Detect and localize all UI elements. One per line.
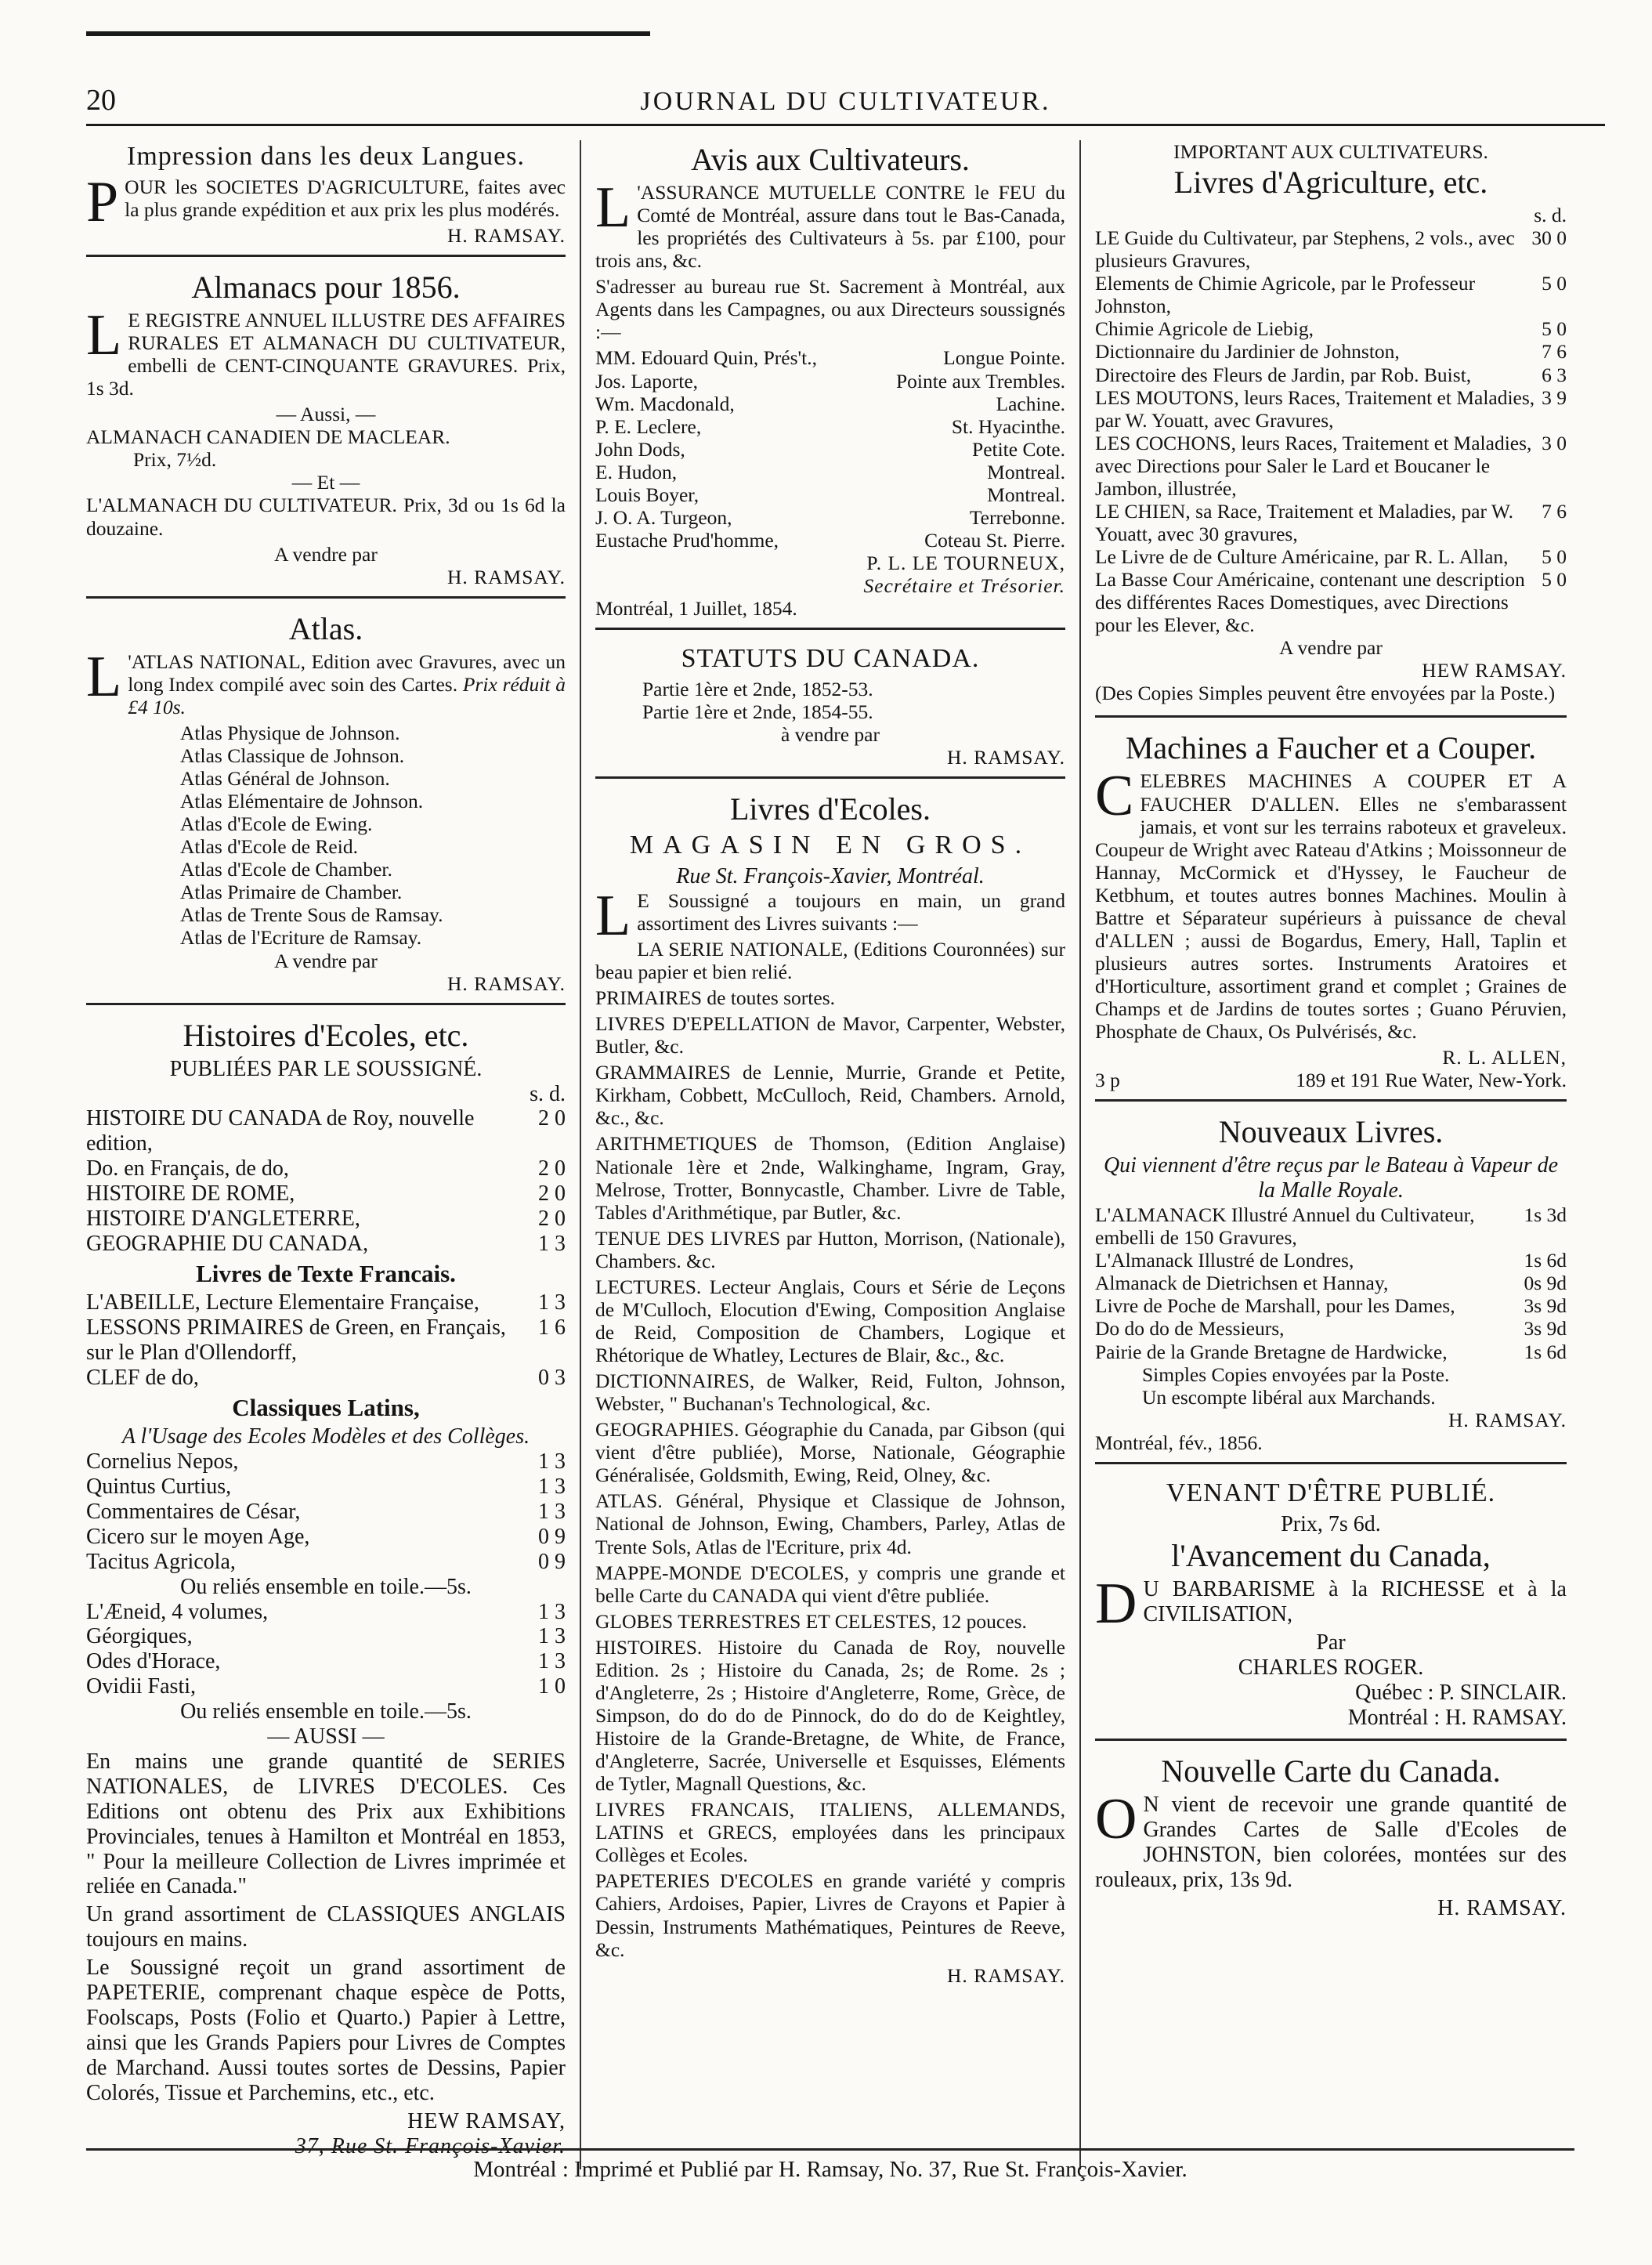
item-title: LES COCHONS, leurs Races, Traitement et Maladies, avec Directions pour Saler le Lard et Boucaner le Jambon, illustrée,	[1095, 431, 1532, 500]
drop-cap: L	[595, 883, 631, 948]
venant-montreal: Montréal : H. RAMSAY.	[1347, 1706, 1567, 1730]
item-title: Cicero sur le moyen Age,	[86, 1524, 310, 1549]
price-row	[86, 1674, 566, 1699]
statuts-title: STATUTS DU CANADA.	[681, 644, 980, 674]
item-title: L'Almanack Illustré de Londres,	[1095, 1249, 1354, 1272]
machines-title: Machines a Faucher et a Couper.	[1125, 730, 1537, 766]
list-item: ARITHMETIQUES de Thomson, (Edition Anglaise) Nationale 1ère et 2nde, Walkinghame, Ingram, Gray, Melrose, Trotter, Bonnycastle, Chamber. Livre de Table, Tables d'Arithmétique, par Butler, &c.	[595, 1132, 1065, 1224]
list-item: HISTOIRES. Histoire du Canada de Roy, nouvelle Edition. 2s ; Histoire du Canada, 2s; de Rome. 2s ; d'Angleterre, 2s ; Histoire d'Angleterre, Rome, Grèce, de Simpson, do do do de Pinnock, do do do de Keightley, Histoire de la Grande-Bretagne, de White, de France, d'Angleterre, Sacrée, Universelle et Esquisses, Eléments de Tytler, Magnall Questions, &c.	[595, 1635, 1065, 1796]
section-venant	[1095, 1478, 1567, 1741]
section-nouveaux-livres	[1095, 1116, 1567, 1464]
price-row	[1095, 1341, 1567, 1363]
list-item: PAPETERIES D'ECOLES en grande variété y compris Cahiers, Ardoises, Papier, Livres de Crayons et Papier à Dessin, Instruments Mathématiques, Peintures de Reeve, &c.	[595, 1869, 1065, 1961]
item-title: Le Livre de de Culture Américaine, par R. L. Allan,	[1095, 545, 1509, 568]
avis-date: Montréal, 1 Juillet, 1854.	[595, 597, 797, 621]
list-item	[595, 415, 1065, 438]
ad-code: 3 p	[1095, 1069, 1120, 1092]
item-title: L'ABEILLE, Lecture Elementaire Française,	[86, 1290, 479, 1315]
item-title: HISTOIRE DU CANADA de Roy, nouvelle edition,	[86, 1106, 475, 1156]
item-title: CLEF de do,	[86, 1365, 199, 1390]
machines-address-row	[1095, 1069, 1567, 1091]
classiques-subtitle: A l'Usage des Ecoles Modèles et des Collèges.	[121, 1424, 530, 1449]
top-rule	[86, 31, 650, 36]
list-item	[595, 346, 1065, 369]
statuts-line: Partie 1ère et 2nde, 1852-53.	[642, 677, 873, 700]
item-price: 5 0	[1542, 272, 1567, 295]
avis-title: Avis aux Cultivateurs.	[691, 142, 970, 177]
texte-title: Livres de Texte Francais.	[196, 1259, 456, 1287]
item-price: 5 0	[1542, 545, 1567, 568]
list-item: LIVRES FRANCAIS, ITALIENS, ALLEMANDS, LATINS et GRECS, employées dans les principaux Collèges et Ecoles.	[595, 1798, 1065, 1867]
item-price: 1 3	[538, 1599, 566, 1624]
price-row	[86, 1550, 566, 1575]
item-price: 1 0	[538, 1674, 566, 1699]
item-title: Tacitus Agricola,	[86, 1549, 236, 1574]
list-item	[595, 438, 1065, 461]
price-row	[86, 1649, 566, 1674]
item-title: Almanack de Dietrichsen et Hannay,	[1095, 1272, 1389, 1295]
section-impression	[86, 142, 566, 257]
vendre-label: à vendre par	[780, 723, 880, 747]
relies-note: Ou reliés ensemble en toile.—5s.	[180, 1699, 472, 1724]
list-item: MAPPE-MONDE D'ECOLES, y compris une grande et belle Carte du CANADA qui vient d'être publiée.	[595, 1561, 1065, 1607]
papeterie-text: Le Soussigné reçoit un grand assortiment de PAPETERIE, comprenant chaque espèce de Potts, Foolscaps, Posts (Folio et Quarto.) Papier à Lettre, ainsi que les Grands Papiers pour Livres de Comptes de Marchand. Aussi toutes sortes de Dessins, Papier Colorés, Tissue et Parchemins, etc., etc.	[86, 1956, 566, 2105]
item-title: LESSONS PRIMAIRES de Green, en Français, sur le Plan d'Ollendorff,	[86, 1315, 506, 1366]
avis-text-2: S'adresser au bureau rue St. Sacrement à Montréal, aux Agents dans les Campagnes, ou aux Directeurs soussignés :—	[595, 275, 1065, 344]
list-item: Atlas Général de Johnson.	[180, 767, 390, 790]
price-row	[1095, 340, 1567, 363]
signature: H. RAMSAY.	[446, 223, 566, 247]
nouveaux-date: Montréal, fév., 1856.	[1095, 1431, 1263, 1454]
item-title: La Basse Cour Américaine, contenant une description des différentes Races Domestiques, avec Directions pour les Elever, &c.	[1095, 568, 1525, 637]
item-price: 1s 3d	[1524, 1203, 1567, 1227]
drop-cap: L	[595, 175, 631, 240]
price-row	[1095, 272, 1567, 317]
section-atlas	[86, 610, 566, 1005]
drop-cap: C	[1095, 764, 1134, 829]
item-title: L'ALMANACK Illustré Annuel du Cultivateur, embelli de 150 Gravures,	[1095, 1203, 1475, 1250]
signature: HEW RAMSAY,	[407, 2108, 566, 2133]
list-item: Atlas Physique de Johnson.	[180, 721, 400, 744]
director-name: P. E. Leclere,	[595, 414, 702, 438]
item-title: Odes d'Horace,	[86, 1649, 221, 1674]
item-price: 2 0	[538, 1106, 566, 1131]
list-item: GLOBES TERRESTRES ET CELESTES, 12 pouces.	[595, 1609, 1027, 1633]
livres-note: (Des Copies Simples peuvent être envoyées par la Poste.)	[1095, 682, 1556, 705]
nouveaux-subtitle: Qui viennent d'être reçus par le Bateau à Vapeur de la Malle Royale.	[1103, 1153, 1559, 1203]
price-header: s. d.	[530, 1081, 566, 1106]
list-item: GRAMMAIRES de Lennie, Murrie, Grande et Petite, Kirkham, Cobbett, McCulloch, Reid, Chambers. Arnold, &c., &c.	[595, 1061, 1065, 1130]
signature: H. RAMSAY.	[1437, 1895, 1567, 1920]
item-price: 5 0	[1542, 568, 1567, 592]
item-price: 3s 9d	[1524, 1317, 1567, 1341]
item-price: 0 3	[538, 1365, 566, 1390]
vendre-label: A vendre par	[1279, 636, 1383, 660]
item-title: HISTOIRE DE ROME,	[86, 1181, 295, 1207]
price-row	[86, 1366, 566, 1391]
item-title: Pairie de la Grande Bretagne de Hardwicke,	[1095, 1340, 1448, 1363]
ecoles-subtitle: MAGASIN EN GROS.	[629, 830, 1032, 860]
item-price: 1 3	[538, 1474, 566, 1499]
ecoles-title: Livres d'Ecoles.	[729, 791, 931, 827]
price-row	[1095, 1272, 1567, 1294]
director-location: Montreal.	[987, 460, 1065, 483]
item-price: 2 0	[538, 1207, 566, 1232]
item-price: 1 3	[538, 1231, 566, 1256]
classiques-text: Un grand assortiment de CLASSIQUES ANGLAIS toujours en mains.	[86, 1902, 566, 1952]
imprint-footer: Montréal : Imprimé et Publié par H. Ramsay, No. 37, Rue St. François-Xavier.	[86, 2148, 1574, 2183]
director-name: Wm. Macdonald,	[595, 392, 735, 415]
item-price: 1 3	[538, 1624, 566, 1649]
item-title: Do do do de Messieurs,	[1095, 1317, 1285, 1341]
director-name: Jos. Laporte,	[595, 369, 699, 393]
journal-title: JOURNAL DU CULTIVATEUR.	[640, 87, 1051, 116]
director-location: Petite Cote.	[972, 437, 1065, 461]
directeurs-list	[595, 346, 1065, 552]
item-price: 1 3	[538, 1449, 566, 1474]
price-row	[1095, 1203, 1567, 1249]
list-item	[595, 461, 1065, 483]
item-price: 5 0	[1542, 317, 1567, 341]
price-row	[86, 1315, 566, 1366]
director-location: Montreal.	[987, 483, 1065, 506]
atlas-title: Atlas.	[288, 610, 363, 646]
drop-cap: L	[86, 302, 122, 367]
list-item: Atlas Primaire de Chamber.	[180, 881, 403, 904]
price-row	[86, 1290, 566, 1315]
signature: R. L. ALLEN,	[1442, 1046, 1567, 1069]
director-name: Louis Boyer,	[595, 483, 699, 506]
price-row	[86, 1181, 566, 1207]
director-name: E. Hudon,	[595, 460, 678, 483]
item-price: 1 6	[538, 1315, 566, 1341]
section-livres-ecoles	[595, 793, 1065, 1987]
venant-author: CHARLES ROGER.	[1238, 1655, 1424, 1681]
price-row	[1095, 1249, 1567, 1272]
atlas-text: 'ATLAS NATIONAL, Edition avec Gravures, avec un long Index compilé avec soin des Cartes.	[128, 649, 566, 696]
price-row	[86, 1207, 566, 1232]
item-price: 1 3	[538, 1499, 566, 1524]
list-item: Atlas d'Ecole de Ewing.	[180, 812, 373, 836]
list-item: GEOGRAPHIES. Géographie du Canada, par Gibson (qui vient d'être publiée), Morse, Nationale, Géographie Généralisée, Goldsmith, Ewing, Reid, Olney, &c.	[595, 1418, 1065, 1487]
price-row	[1095, 500, 1567, 545]
list-item	[595, 370, 1065, 393]
signature-title: Secrétaire et Trésorier.	[863, 574, 1065, 598]
price-row	[86, 1156, 566, 1181]
section-carte	[1095, 1755, 1567, 1921]
carte-title: Nouvelle Carte du Canada.	[1161, 1753, 1501, 1789]
item-title: L'Æneid, 4 volumes,	[86, 1599, 269, 1624]
list-item: LA SERIE NATIONALE, (Editions Couronnées) sur beau papier et bien relié.	[595, 937, 1065, 984]
venant-par: Par	[1316, 1630, 1346, 1655]
list-item: PRIMAIRES de toutes sortes.	[595, 986, 835, 1010]
director-location: Terrebonne.	[969, 505, 1065, 529]
director-name: Eustache Prud'homme,	[595, 528, 779, 552]
nouveaux-note: Un escompte libéral aux Marchands.	[1142, 1385, 1436, 1409]
price-row	[86, 1525, 566, 1550]
list-item: Atlas de Trente Sous de Ramsay.	[180, 903, 443, 927]
price-row	[1095, 386, 1567, 432]
list-item	[595, 529, 1065, 552]
section-livres-agriculture	[1095, 140, 1567, 718]
price-header: s. d.	[1534, 204, 1567, 227]
drop-cap: P	[86, 169, 119, 234]
director-location: Coteau St. Pierre.	[924, 528, 1065, 552]
item-price: 1 3	[538, 1290, 566, 1315]
item-price: 0 9	[538, 1549, 566, 1574]
nouveaux-title: Nouveaux Livres.	[1218, 1114, 1444, 1150]
nouveaux-note: Simples Copies envoyées par la Poste.	[1142, 1362, 1450, 1386]
drop-cap: L	[86, 644, 122, 709]
address: 189 et 191 Rue Water, New-York.	[1296, 1069, 1567, 1092]
list-item	[595, 483, 1065, 506]
list-item: Atlas de l'Ecriture de Ramsay.	[180, 926, 422, 950]
histoires-subtitle: PUBLIÉES PAR LE SOUSSIGNÉ.	[169, 1056, 483, 1081]
item-price: 7 6	[1542, 499, 1567, 523]
venant-quebec: Québec : P. SINCLAIR.	[1355, 1681, 1567, 1706]
column-3	[1081, 140, 1567, 2169]
signature: H. RAMSAY.	[1448, 1408, 1567, 1431]
almanach-prix: Prix, 7½d.	[133, 448, 217, 472]
list-item: LIVRES D'EPELLATION de Mavor, Carpenter, Webster, Butler, &c.	[595, 1012, 1065, 1058]
section-almanacs	[86, 271, 566, 599]
almanacs-text: E REGISTRE ANNUEL ILLUSTRE DES AFFAIRES RURALES ET ALMANACH DU CULTIVATEUR, embelli de CENT-CINQUANTE GRAVURES. Prix, 1s 3d.	[86, 308, 566, 400]
list-item: Atlas d'Ecole de Chamber.	[180, 858, 392, 881]
item-title: LE CHIEN, sa Race, Traitement et Maladies, par W. Youatt, avec 30 gravures,	[1095, 499, 1513, 545]
price-row	[1095, 364, 1567, 386]
atlas-prix: Prix réduit à £4 10s.	[128, 672, 566, 718]
ecoles-address: Rue St. François-Xavier, Montréal.	[676, 863, 985, 888]
list-item	[595, 393, 1065, 415]
carte-text: N vient de recevoir une grande quantité de Grandes Cartes de Salle d'Ecoles de JOHNSTON, bien colorées, montées sur des rouleaux, prix, 13s 9d.	[1095, 1792, 1567, 1892]
price-row	[86, 1449, 566, 1474]
director-location: St. Hyacinthe.	[951, 414, 1065, 438]
venant-title: VENANT D'ÊTRE PUBLIÉ.	[1166, 1478, 1496, 1507]
item-title: Commentaires de César,	[86, 1499, 301, 1524]
list-item: DICTIONNAIRES, de Walker, Reid, Fulton, Johnson, Webster, " Buchanan's Technological, &c.	[595, 1369, 1065, 1416]
columns	[86, 140, 1605, 2169]
ecoles-intro: E Soussigné a toujours en main, un grand assortiment des Livres suivants :—	[637, 888, 1065, 935]
item-title: Directoire des Fleurs de Jardin, par Rob. Buist,	[1095, 363, 1472, 386]
price-row	[86, 1624, 566, 1649]
item-price: 3 9	[1542, 385, 1567, 409]
classiques-title: Classiques Latins,	[232, 1393, 420, 1421]
almanacs-title: Almanacs pour 1856.	[191, 269, 461, 305]
item-price: 30 0	[1531, 226, 1567, 250]
address: 37, Rue St. François-Xavier.	[295, 2133, 566, 2158]
section-statuts	[595, 644, 1065, 779]
price-row	[1095, 1294, 1567, 1317]
drop-cap: O	[1095, 1786, 1137, 1851]
price-row	[86, 1232, 566, 1257]
item-title: GEOGRAPHIE DU CANADA,	[86, 1231, 369, 1256]
item-title: Cornelius Nepos,	[86, 1449, 239, 1474]
item-price: 2 0	[538, 1181, 566, 1207]
price-row	[1095, 226, 1567, 272]
list-item: Atlas Classique de Johnson.	[180, 744, 405, 767]
signature: H. RAMSAY.	[946, 1963, 1065, 1987]
price-row	[86, 1600, 566, 1625]
item-title: Géorgiques,	[86, 1624, 193, 1649]
almanach-canadien: ALMANACH CANADIEN DE MACLEAR.	[86, 425, 450, 449]
signature: HEW RAMSAY.	[1422, 659, 1567, 682]
item-price: 2 0	[538, 1156, 566, 1181]
item-price: 1s 6d	[1524, 1249, 1567, 1272]
signature: H. RAMSAY.	[446, 565, 566, 588]
list-item: Atlas Elémentaire de Johnson.	[180, 790, 424, 813]
aussi-label: — Aussi, —	[276, 403, 376, 426]
item-title: Do. en Français, de do,	[86, 1156, 289, 1181]
price-row	[1095, 1317, 1567, 1340]
list-item	[595, 506, 1065, 529]
signature: P. L. LE TOURNEUX,	[866, 552, 1065, 574]
price-row	[1095, 545, 1567, 568]
statuts-line: Partie 1ère et 2nde, 1854-55.	[642, 700, 873, 723]
aussi-label: — AUSSI —	[267, 1724, 385, 1749]
list-item: LECTURES. Lecteur Anglais, Cours et Série de Leçons de M'Culloch, Elocution d'Ewing, Composition Anglaise de Reid, Composition de Chambers, Logique et Rhétorique de Whatley, Lectures de Blair, &c., &c.	[595, 1275, 1065, 1367]
item-title: LE Guide du Cultivateur, par Stephens, 2 vols., avec plusieurs Gravures,	[1095, 226, 1515, 273]
director-name: J. O. A. Turgeon,	[595, 505, 732, 529]
director-location: Longue Pointe.	[943, 346, 1065, 370]
signature: H. RAMSAY.	[446, 971, 566, 995]
machines-text: ELEBRES MACHINES A COUPER ET A FAUCHER D'ALLEN. Elles ne s'embarassent jamais, et vont sur les terrains raboteux et graveleux. Coupeur de Wright avec Rateau d'Atkins ; Moissonneur de Hannay, McCormick et d'Hyssey, le Faucheur de Ketbhum, et toutes autres bonnes Machines. Moulin à Battre et Séparateur supérieurs à puissance de cheval d'ALLEN ; aussi de Bogardus, Emery, Hall, Taplin et plusieurs autres sortes. Instruments Aratoires et d'Horticulture, assortiment grand et complet ; Graines de Champs et de Jardins de toutes sortes ; Guano Péruvien, Phosphate de Chaux, Os Pulvérisés, &c.	[1095, 769, 1567, 1044]
venant-book-title: l'Avancement du Canada,	[1171, 1538, 1491, 1574]
item-price: 6 3	[1542, 363, 1567, 386]
price-row	[1095, 317, 1567, 340]
item-price: 1 3	[538, 1649, 566, 1674]
signature: H. RAMSAY.	[946, 746, 1065, 769]
price-row	[1095, 432, 1567, 500]
page-number: 20	[86, 84, 116, 117]
item-price: 3 0	[1542, 431, 1567, 454]
vendre-label: A vendre par	[274, 949, 378, 972]
list-item: Atlas d'Ecole de Reid.	[180, 835, 358, 859]
price-row	[86, 1500, 566, 1525]
histoires-title: Histoires d'Ecoles, etc.	[183, 1017, 469, 1053]
vendre-label: A vendre par	[274, 542, 378, 566]
item-title: Quintus Curtius,	[86, 1474, 232, 1499]
page-header	[86, 83, 1605, 126]
impression-title: Impression dans les deux Langues.	[127, 142, 525, 171]
et-label: — Et —	[291, 471, 360, 494]
impression-text: OUR les SOCIETES D'AGRICULTURE, faites avec la plus grande expédition et aux prix les plus modérés.	[125, 175, 566, 221]
column-1	[86, 140, 580, 2169]
price-row	[1095, 568, 1567, 636]
section-machines	[1095, 732, 1567, 1102]
drop-cap: D	[1095, 1572, 1137, 1637]
director-name: MM. Edouard Quin, Prés't.,	[595, 346, 817, 370]
director-name: John Dods,	[595, 437, 685, 461]
item-title: Chimie Agricole de Liebig,	[1095, 317, 1314, 341]
item-title: Ovidii Fasti,	[86, 1674, 197, 1699]
avis-text: 'ASSURANCE MUTUELLE CONTRE le FEU du Comté de Montréal, assure dans tout le Bas-Canada, les propriétés des Cultivateurs à 5s. par £100, pour trois ans, &c.	[595, 181, 1065, 273]
director-location: Pointe aux Trembles.	[895, 369, 1065, 393]
item-title: Livre de Poche de Marshall, pour les Dames,	[1095, 1294, 1455, 1318]
atlas-list	[86, 722, 566, 950]
price-row	[86, 1106, 566, 1156]
livres-title: Livres d'Agriculture, etc.	[1173, 165, 1488, 201]
venant-text: U BARBARISME à la RICHESSE et à la CIVILISATION,	[1143, 1577, 1567, 1627]
almanach-cultivateur: L'ALMANACH DU CULTIVATEUR. Prix, 3d ou 1s 6d la douzaine.	[86, 494, 566, 540]
important-title: IMPORTANT AUX CULTIVATEURS.	[1173, 140, 1488, 163]
director-location: Lachine.	[996, 392, 1065, 415]
item-price: 7 6	[1542, 340, 1567, 364]
section-avis	[595, 143, 1065, 630]
item-price: 0s 9d	[1524, 1272, 1567, 1295]
item-title: LES MOUTONS, leurs Races, Traitement et Maladies, par W. Youatt, avec Gravures,	[1095, 385, 1535, 432]
item-title: HISTOIRE D'ANGLETERRE,	[86, 1207, 360, 1232]
list-item: TENUE DES LIVRES par Hutton, Morrison, (Nationale), Chambers. &c.	[595, 1226, 1065, 1272]
list-item: ATLAS. Général, Physique et Classique de Johnson, National de Johnson, Ewing, Chambers, Parley, Atlas de Trente Sols, Atlas de l'Ecriture, prix 4d.	[595, 1489, 1065, 1558]
section-histoires	[86, 1019, 566, 2159]
relies-note: Ou reliés ensemble en toile.—5s.	[180, 1574, 472, 1599]
series-text: En mains une grande quantité de SERIES NATIONALES, de LIVRES D'ECOLES. Ces Editions ont obtenu des Prix aux Exhibitions Provinciales, tenues à Hamilton et Montréal en 1853, " Pour la meilleure Collection de Livres imprimée et reliée en Canada."	[86, 1749, 566, 1899]
item-price: 1s 6d	[1524, 1340, 1567, 1363]
item-price: 0 9	[538, 1524, 566, 1549]
item-price: 3s 9d	[1524, 1294, 1567, 1318]
venant-prix: Prix, 7s 6d.	[1281, 1511, 1381, 1536]
item-title: Dictionnaire du Jardinier de Johnston,	[1095, 340, 1400, 364]
price-row	[86, 1474, 566, 1500]
column-2	[580, 140, 1081, 2169]
item-title: Elements de Chimie Agricole, par le Professeur Johnston,	[1095, 272, 1476, 318]
